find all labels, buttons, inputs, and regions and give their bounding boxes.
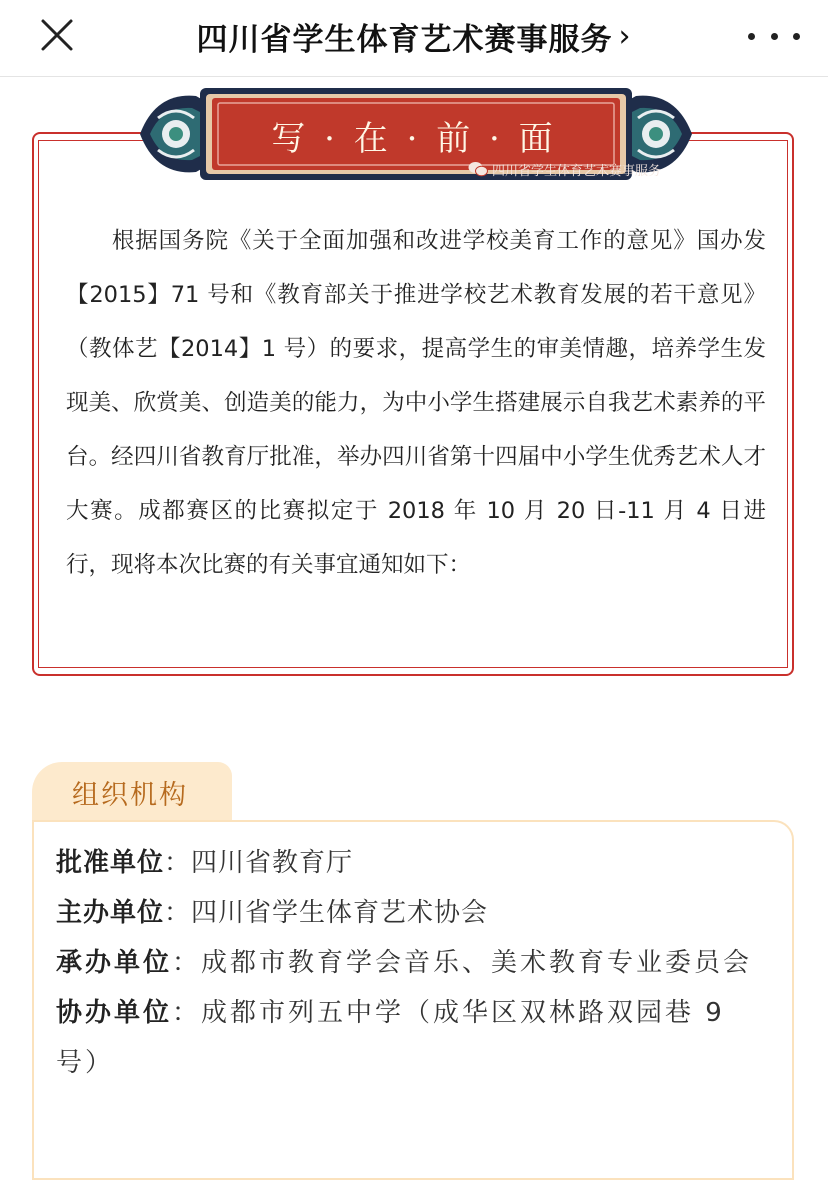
org-item-key: 批准单位	[56, 848, 165, 878]
org-item-host	[56, 888, 776, 938]
org-section-heading: 组织机构	[72, 779, 188, 811]
org-item-key: 承办单位	[56, 948, 173, 978]
banner-title: 写 · 在 · 前 · 面	[271, 118, 557, 159]
more-options-button[interactable]	[748, 22, 800, 50]
more-icon-dot	[793, 33, 800, 40]
org-item-key: 主办单位	[56, 898, 165, 928]
close-icon	[36, 14, 80, 58]
org-item-value: ：成都市教育学会音乐、美术教育专业委员会	[172, 948, 753, 978]
org-item-co-organizer	[56, 988, 776, 1088]
top-navigation-bar	[0, 0, 828, 77]
wechat-icon	[468, 161, 488, 177]
watermark-text: 四川省学生体育艺术赛事服务	[492, 163, 662, 179]
chevron-right-icon: ›	[618, 18, 632, 54]
org-list	[56, 838, 776, 1088]
org-item-value: ：成都市列五中学（成华区双林路双园巷 9 号）	[56, 998, 725, 1078]
org-item-value: ：四川省教育厅	[164, 848, 354, 878]
more-icon-dot	[748, 33, 755, 40]
account-title-link[interactable]	[110, 14, 718, 58]
intro-text: 根据国务院《关于全面加强和改进学校美育工作的意见》国办发【2015】71 号和《教育部关于推进学校艺术教育发展的若干意见》（教体艺【2014】1 号）的要求，提高学生的审美情趣，培养学生发现美、欣赏美、创造美的能力，为中小学生搭建展示自我艺术素养的平台。经四川省教育厅批准，举办四川省第十四届中小学生优秀艺术人才大赛。成都赛区的比赛拟定于 2018 年 10 月 20 日-11 月 4 日进行，现将本次比赛的有关事宜通知如下：	[66, 228, 766, 578]
org-item-approver	[56, 838, 776, 888]
org-item-organizer	[56, 938, 776, 988]
org-item-key: 协办单位	[56, 998, 173, 1028]
page-title: 四川省学生体育艺术赛事服务	[196, 21, 613, 58]
intro-paragraph	[66, 214, 766, 592]
org-item-value: ：四川省学生体育艺术协会	[164, 898, 489, 928]
close-button[interactable]	[36, 14, 80, 58]
more-icon-dot	[771, 33, 778, 40]
watermark	[468, 158, 661, 180]
